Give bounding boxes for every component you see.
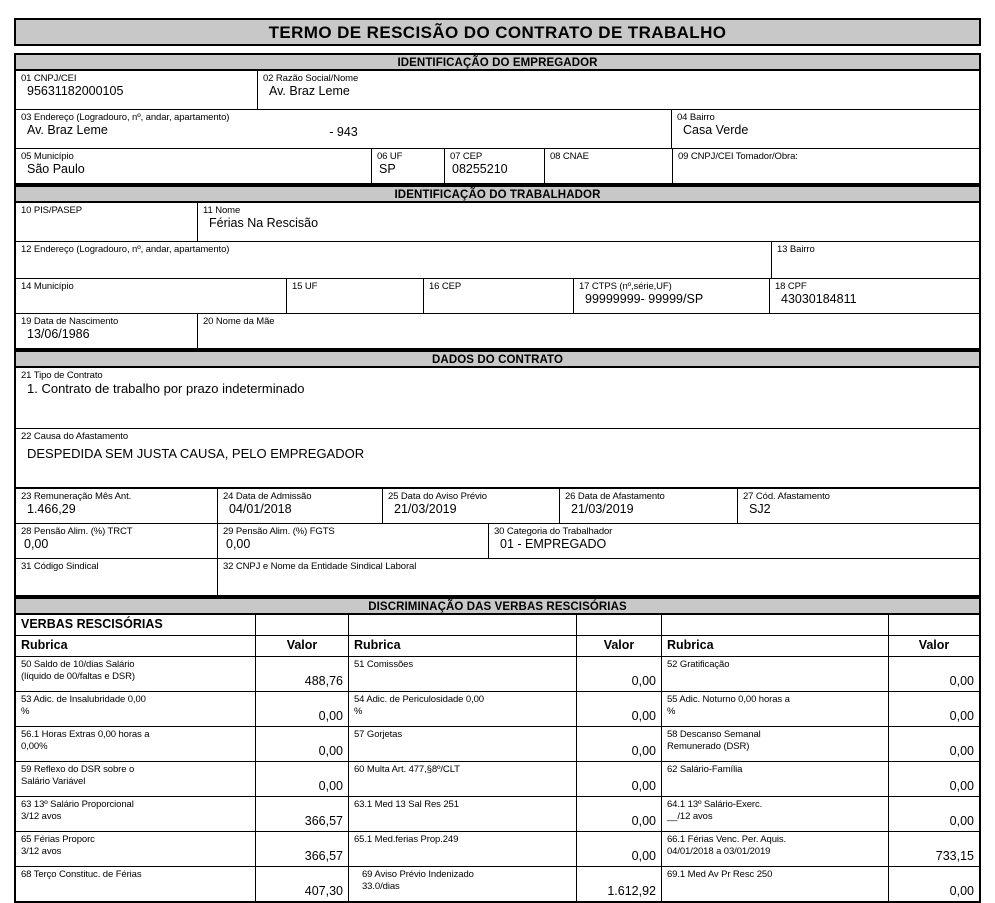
- header-rubrica-1-text: Rubrica: [21, 638, 68, 652]
- contract-fields: [14, 368, 981, 597]
- header-rubrica-3: [661, 636, 888, 656]
- valor-text: 366,57: [304, 814, 343, 828]
- verbas-group-title-text: VERBAS RESCISÓRIAS: [21, 617, 163, 631]
- valor-cell[interactable]: [576, 727, 661, 761]
- field-cnae-label: 08 CNAE: [550, 151, 589, 162]
- valor-cell[interactable]: [255, 832, 348, 866]
- field-data-admissao[interactable]: [217, 489, 382, 523]
- rubrica-line-1: 60 Multa Art. 477,§8º/CLT: [354, 764, 460, 775]
- valor-cell[interactable]: [576, 832, 661, 866]
- valor-cell[interactable]: [888, 657, 979, 691]
- field-employer-bairro-label: 04 Bairro: [677, 112, 715, 123]
- valor-text: 0,00: [949, 744, 974, 758]
- field-categoria-trabalhador-label: 30 Categoria do Trabalhador: [494, 526, 613, 537]
- rubrica-line-2: 33.0/dias: [362, 881, 400, 892]
- field-nome-mae-label: 20 Nome da Mãe: [203, 316, 275, 327]
- verbas-group-spacer-5: [888, 615, 979, 635]
- contract-row-causa: [16, 428, 979, 487]
- valor-text: 0,00: [318, 709, 343, 723]
- valor-text: 0,00: [631, 709, 656, 723]
- header-valor-1: [255, 636, 348, 656]
- field-pensao-trct-label: 28 Pensão Alim. (%) TRCT: [21, 526, 133, 537]
- rubrica-line-1: 64.1 13º Salário-Exerc.: [667, 799, 763, 810]
- field-cpf[interactable]: [769, 279, 979, 313]
- field-tipo-contrato-label: 21 Tipo de Contrato: [21, 370, 103, 381]
- field-entidade-sindical[interactable]: [217, 559, 979, 595]
- valor-cell[interactable]: [888, 762, 979, 796]
- rubrica-cell[interactable]: [661, 692, 888, 726]
- rubrica-line-1: 65.1 Med.ferias Prop.249: [354, 834, 459, 845]
- valor-cell[interactable]: [255, 797, 348, 831]
- rubrica-line-1: 58 Descanso Semanal: [667, 729, 761, 740]
- verbas-group-spacer-2: [348, 615, 576, 635]
- field-data-aviso-previo-label: 25 Data do Aviso Prévio: [388, 491, 487, 502]
- field-employer-cep-label: 07 CEP: [450, 151, 483, 162]
- field-tomador-obra[interactable]: [672, 149, 979, 183]
- rubrica-line-1: 50 Saldo de 10/dias Salário: [21, 659, 135, 670]
- header-valor-1-text: Valor: [286, 638, 318, 652]
- field-data-afastamento-label: 26 Data de Afastamento: [565, 491, 665, 502]
- valor-cell[interactable]: [576, 762, 661, 796]
- valor-text: 0,00: [949, 779, 974, 793]
- rubrica-cell[interactable]: [16, 832, 255, 866]
- section-header-verbas: DISCRIMINAÇÃO DAS VERBAS RESCISÓRIAS: [14, 597, 981, 615]
- field-cod-afastamento-label: 27 Cód. Afastamento: [743, 491, 830, 502]
- rubrica-line-2: 3/12 avos: [21, 811, 62, 822]
- valor-cell[interactable]: [888, 727, 979, 761]
- employer-fields: [14, 71, 981, 185]
- valor-text: 0,00: [318, 779, 343, 793]
- field-data-afastamento-value: 21/03/2019: [571, 502, 634, 516]
- valor-text: 366,57: [304, 849, 343, 863]
- rubrica-cell[interactable]: [348, 727, 576, 761]
- field-tomador-obra-label: 09 CNPJ/CEI Tomador/Obra:: [678, 151, 798, 162]
- verbas-group-spacer-1: [255, 615, 348, 635]
- rubrica-line-1: 69.1 Med Av Pr Resc 250: [667, 869, 773, 880]
- field-employer-municipio[interactable]: [16, 149, 371, 183]
- field-data-afastamento[interactable]: [559, 489, 737, 523]
- verbas-group-spacer-4: [661, 615, 888, 635]
- valor-text: 0,00: [631, 744, 656, 758]
- field-cpf-value: 43030184811: [781, 292, 857, 306]
- rubrica-line-1: 54 Adic. de Periculosidade 0,00: [354, 694, 484, 705]
- valor-cell[interactable]: [888, 692, 979, 726]
- rubrica-line-1: 59 Reflexo do DSR sobre o: [21, 764, 135, 775]
- field-worker-cep[interactable]: [423, 279, 573, 313]
- rubrica-line-1: 53 Adic. de Insalubridade 0,00: [21, 694, 146, 705]
- field-employer-bairro-value: Casa Verde: [683, 123, 749, 137]
- rubrica-line-2: Salário Variável: [21, 776, 86, 787]
- table-row: [16, 726, 979, 761]
- rubrica-cell[interactable]: [348, 692, 576, 726]
- valor-text: 0,00: [631, 674, 656, 688]
- field-data-admissao-value: 04/01/2018: [229, 502, 292, 516]
- rubrica-cell[interactable]: [661, 832, 888, 866]
- rubrica-line-2: Remunerado (DSR): [667, 741, 750, 752]
- field-categoria-trabalhador[interactable]: [488, 524, 979, 558]
- employer-row-2: [16, 109, 979, 148]
- field-employer-endereco[interactable]: [16, 110, 671, 148]
- field-cod-afastamento-value: SJ2: [749, 502, 771, 516]
- table-row: [16, 796, 979, 831]
- rubrica-line-2: __/12 avos: [667, 811, 713, 822]
- field-pis-pasep-label: 10 PIS/PASEP: [21, 205, 82, 216]
- rubrica-line-1: 62 Salário-Família: [667, 764, 743, 775]
- worker-row-4: [16, 313, 979, 348]
- valor-text: 0,00: [631, 779, 656, 793]
- valor-cell[interactable]: [888, 797, 979, 831]
- field-employer-uf[interactable]: [371, 149, 444, 183]
- field-ctps[interactable]: [573, 279, 769, 313]
- field-tipo-contrato-value: 1. Contrato de trabalho por prazo indeterminado: [27, 381, 305, 396]
- table-row: [16, 761, 979, 796]
- field-entidade-sindical-label: 32 CNPJ e Nome da Entidade Sindical Laboral: [223, 561, 417, 572]
- valor-text: 0,00: [949, 674, 974, 688]
- field-ctps-value: 99999999- 99999/SP: [585, 292, 704, 306]
- field-worker-cep-label: 16 CEP: [429, 281, 462, 292]
- contract-row-pensao: [16, 523, 979, 558]
- table-row: [16, 831, 979, 866]
- rubrica-cell[interactable]: [348, 832, 576, 866]
- rubrica-line-2: (líquido de 00/faltas e DSR): [21, 671, 135, 682]
- document-title: TERMO DE RESCISÃO DO CONTRATO DE TRABALHO: [14, 18, 981, 46]
- contract-row-tipo: [16, 368, 979, 428]
- field-employer-municipio-value: São Paulo: [27, 162, 85, 176]
- rubrica-line-1: 55 Adic. Noturno 0,00 horas a: [667, 694, 790, 705]
- worker-row-3: [16, 278, 979, 313]
- section-header-contract: DADOS DO CONTRATO: [14, 350, 981, 368]
- rubrica-cell[interactable]: [16, 797, 255, 831]
- verbas-group-spacer-3: [576, 615, 661, 635]
- field-worker-nome[interactable]: [197, 203, 979, 241]
- field-pensao-fgts-label: 29 Pensão Alim. (%) FGTS: [223, 526, 335, 537]
- rubrica-line-1: 66.1 Férias Venc. Per. Aquis.: [667, 834, 787, 845]
- valor-cell[interactable]: [255, 727, 348, 761]
- field-employer-endereco-label: 03 Endereço (Logradouro, nº, andar, apartamento): [21, 112, 230, 123]
- field-worker-endereco[interactable]: [16, 242, 771, 278]
- contract-row-dates: [16, 487, 979, 523]
- table-row: [16, 866, 979, 901]
- employer-row-1: [16, 71, 979, 109]
- field-cpf-label: 18 CPF: [775, 281, 807, 292]
- field-pensao-trct[interactable]: [16, 524, 217, 558]
- rubrica-cell[interactable]: [16, 692, 255, 726]
- header-rubrica-1: [16, 636, 255, 656]
- field-categoria-trabalhador-value: 01 - EMPREGADO: [500, 537, 607, 551]
- rubrica-cell[interactable]: [348, 657, 576, 691]
- field-causa-afastamento[interactable]: [16, 429, 979, 487]
- rubrica-line-1: 57 Gorjetas: [354, 729, 403, 740]
- field-causa-afastamento-value: DESPEDIDA SEM JUSTA CAUSA, PELO EMPREGADOR: [27, 446, 365, 461]
- header-valor-2: [576, 636, 661, 656]
- field-data-aviso-previo-value: 21/03/2019: [394, 502, 457, 516]
- field-nome-mae[interactable]: [197, 314, 979, 348]
- employer-row-3: [16, 148, 979, 183]
- rubrica-line-1: 56.1 Horas Extras 0,00 horas a: [21, 729, 150, 740]
- valor-text: 488,76: [304, 674, 343, 688]
- valor-cell[interactable]: [888, 867, 979, 901]
- field-ctps-label: 17 CTPS (nº,série,UF): [579, 281, 672, 292]
- field-causa-afastamento-label: 22 Causa do Afastamento: [21, 431, 129, 442]
- valor-text: 0,00: [318, 744, 343, 758]
- field-remuneracao-mes-ant-label: 23 Remuneração Mês Ant.: [21, 491, 132, 502]
- rubrica-cell[interactable]: [16, 657, 255, 691]
- field-worker-nome-label: 11 Nome: [203, 205, 241, 216]
- header-rubrica-3-text: Rubrica: [667, 638, 714, 652]
- rubrica-cell[interactable]: [661, 727, 888, 761]
- rubrica-line-2: 0,00%: [21, 741, 48, 752]
- valor-cell[interactable]: [255, 657, 348, 691]
- field-worker-bairro[interactable]: [771, 242, 979, 278]
- rubrica-cell[interactable]: [348, 867, 576, 901]
- rubrica-line-1: 63.1 Med 13 Sal Res 251: [354, 799, 459, 810]
- rubrica-line-2: %: [354, 706, 363, 717]
- field-data-aviso-previo[interactable]: [382, 489, 559, 523]
- header-valor-3: [888, 636, 979, 656]
- rubrica-cell[interactable]: [661, 867, 888, 901]
- rubrica-cell[interactable]: [661, 657, 888, 691]
- field-employer-cep[interactable]: [444, 149, 544, 183]
- field-worker-municipio-label: 14 Município: [21, 281, 74, 292]
- field-cnpj-cei-value: 95631182000105: [27, 84, 124, 98]
- field-employer-endereco-value: Av. Braz Leme: [27, 123, 108, 137]
- rubrica-line-1: 52 Gratificação: [667, 659, 730, 670]
- rubrica-line-2: %: [667, 706, 676, 717]
- field-remuneracao-mes-ant[interactable]: [16, 489, 217, 523]
- field-cnae[interactable]: [544, 149, 672, 183]
- rubrica-cell[interactable]: [661, 762, 888, 796]
- field-razao-social-value: Av. Braz Leme: [269, 84, 350, 98]
- valor-text: 0,00: [631, 814, 656, 828]
- rubrica-cell[interactable]: [348, 762, 576, 796]
- worker-row-2: [16, 241, 979, 278]
- rubrica-line-1: 51 Comissões: [354, 659, 413, 670]
- valor-text: 407,30: [304, 884, 343, 898]
- valor-cell[interactable]: [255, 867, 348, 901]
- valor-text: 1.612,92: [607, 884, 656, 898]
- field-remuneracao-mes-ant-value: 1.466,29: [27, 502, 76, 516]
- rubrica-cell[interactable]: [348, 797, 576, 831]
- table-row: [16, 691, 979, 726]
- verbas-group-title: [16, 615, 255, 635]
- valor-cell[interactable]: [255, 692, 348, 726]
- rubrica-cell[interactable]: [16, 727, 255, 761]
- contract-row-sindical: [16, 558, 979, 595]
- valor-text: 0,00: [949, 709, 974, 723]
- valor-cell[interactable]: [576, 657, 661, 691]
- header-valor-2-text: Valor: [603, 638, 635, 652]
- worker-fields: [14, 203, 981, 350]
- valor-text: 0,00: [949, 884, 974, 898]
- header-valor-3-text: Valor: [918, 638, 950, 652]
- field-employer-endereco-numero: - 943: [329, 125, 358, 139]
- rubrica-cell[interactable]: [16, 762, 255, 796]
- valor-cell[interactable]: [255, 762, 348, 796]
- rubrica-line-1: 63 13º Salário Proporcional: [21, 799, 134, 810]
- rubrica-line-1: 65 Férias Proporc: [21, 834, 95, 845]
- field-worker-endereco-label: 12 Endereço (Logradouro, nº, andar, apartamento): [21, 244, 230, 255]
- valor-cell[interactable]: [576, 867, 661, 901]
- rubrica-cell[interactable]: [16, 867, 255, 901]
- field-employer-municipio-label: 05 Município: [21, 151, 74, 162]
- header-rubrica-2-text: Rubrica: [354, 638, 401, 652]
- field-razao-social-label: 02 Razão Social/Nome: [263, 73, 359, 84]
- section-header-worker: IDENTIFICAÇÃO DO TRABALHADOR: [14, 185, 981, 203]
- field-worker-nome-value: Férias Na Rescisão: [209, 216, 319, 230]
- table-row: [16, 656, 979, 691]
- field-codigo-sindical[interactable]: [16, 559, 217, 595]
- section-header-employer: IDENTIFICAÇÃO DO EMPREGADOR: [14, 53, 981, 71]
- valor-text: 733,15: [935, 849, 974, 863]
- header-rubrica-2: [348, 636, 576, 656]
- verbas-group-title-row: [16, 615, 979, 635]
- field-cnpj-cei-label: 01 CNPJ/CEI: [21, 73, 77, 84]
- field-razao-social[interactable]: [257, 71, 979, 109]
- field-worker-bairro-label: 13 Bairro: [777, 244, 815, 255]
- rubrica-line-1: 69 Aviso Prévio Indenizado: [362, 869, 474, 880]
- rubrica-line-1: 68 Terço Constituc. de Férias: [21, 869, 142, 880]
- field-pensao-trct-value: 0,00: [24, 537, 49, 551]
- field-worker-uf-label: 15 UF: [292, 281, 318, 292]
- field-data-nascimento[interactable]: [16, 314, 197, 348]
- valor-cell[interactable]: [576, 797, 661, 831]
- rubrica-line-2: %: [21, 706, 30, 717]
- field-codigo-sindical-label: 31 Código Sindical: [21, 561, 99, 572]
- field-worker-municipio[interactable]: [16, 279, 286, 313]
- valor-cell[interactable]: [576, 692, 661, 726]
- valor-cell[interactable]: [888, 832, 979, 866]
- verbas-column-headers: [16, 635, 979, 656]
- field-data-nascimento-value: 13/06/1986: [27, 327, 90, 341]
- valor-text: 0,00: [949, 814, 974, 828]
- field-employer-bairro[interactable]: [671, 110, 979, 148]
- field-pensao-fgts-value: 0,00: [226, 537, 251, 551]
- field-tipo-contrato[interactable]: [16, 368, 979, 428]
- field-pis-pasep[interactable]: [16, 203, 197, 241]
- rubrica-cell[interactable]: [661, 797, 888, 831]
- field-employer-cep-value: 08255210: [452, 162, 508, 176]
- field-pensao-fgts[interactable]: [217, 524, 488, 558]
- field-employer-uf-value: SP: [379, 162, 396, 176]
- field-data-nascimento-label: 19 Data de Nascimento: [21, 316, 119, 327]
- rubrica-line-2: 04/01/2018 a 03/01/2019: [667, 846, 771, 857]
- verbas-table: [14, 615, 981, 903]
- worker-row-1: [16, 203, 979, 241]
- rubrica-line-2: 3/12 avos: [21, 846, 62, 857]
- valor-text: 0,00: [631, 849, 656, 863]
- field-cnpj-cei[interactable]: [16, 71, 257, 109]
- field-employer-uf-label: 06 UF: [377, 151, 403, 162]
- field-worker-uf[interactable]: [286, 279, 423, 313]
- field-data-admissao-label: 24 Data de Admissão: [223, 491, 312, 502]
- field-cod-afastamento[interactable]: [737, 489, 979, 523]
